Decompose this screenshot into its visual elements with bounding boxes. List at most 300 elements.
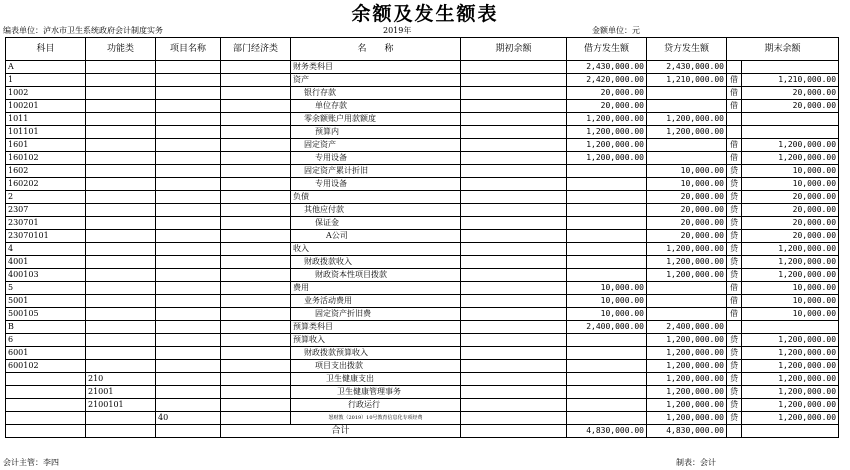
dept-econ-class	[221, 308, 291, 321]
balance-direction: 借	[727, 295, 742, 308]
table-row	[6, 386, 839, 399]
function-class	[86, 191, 156, 204]
dept-econ-class	[221, 412, 291, 425]
end-balance: 10,000.00	[742, 282, 839, 295]
account-name: 保证金	[291, 217, 461, 230]
end-balance: 1,200,000.00	[742, 139, 839, 152]
function-class	[86, 178, 156, 191]
credit-amount: 1,200,000.00	[647, 269, 727, 282]
end-balance: 20,000.00	[742, 204, 839, 217]
account-name: 财政拨款预算收入	[291, 347, 461, 360]
function-class	[86, 126, 156, 139]
account-code: 5	[6, 282, 86, 295]
function-class	[86, 334, 156, 347]
begin-balance	[461, 204, 567, 217]
account-name: 预算类科目	[291, 321, 461, 334]
account-name: 卫生健康支出	[291, 373, 461, 386]
currency-unit: 金额单位：元	[592, 26, 640, 35]
account-name: 行政运行	[291, 399, 461, 412]
project-name	[156, 321, 221, 334]
project-name	[156, 165, 221, 178]
credit-amount: 20,000.00	[647, 230, 727, 243]
project-name	[156, 399, 221, 412]
account-name: 怒财教（2019）10号教育信息化专项经费	[291, 412, 461, 425]
begin-balance	[461, 347, 567, 360]
account-name: 专用设备	[291, 178, 461, 191]
end-balance: 20,000.00	[742, 217, 839, 230]
dept-econ-class	[221, 243, 291, 256]
credit-amount: 2,430,000.00	[647, 61, 727, 74]
header-function: 功能类	[86, 38, 156, 61]
balance-direction: 借	[727, 152, 742, 165]
account-name: 费用	[291, 282, 461, 295]
debit-amount: 10,000.00	[567, 295, 647, 308]
function-class	[86, 295, 156, 308]
debit-amount	[567, 165, 647, 178]
end-balance: 10,000.00	[742, 308, 839, 321]
credit-amount: 1,200,000.00	[647, 399, 727, 412]
balance-direction: 贷	[727, 360, 742, 373]
begin-balance	[461, 308, 567, 321]
account-code: 400103	[6, 269, 86, 282]
total-begin	[461, 425, 567, 438]
credit-amount: 1,200,000.00	[647, 373, 727, 386]
end-balance: 20,000.00	[742, 191, 839, 204]
project-name	[156, 204, 221, 217]
function-class: 21001	[86, 386, 156, 399]
debit-amount	[567, 243, 647, 256]
balance-direction: 贷	[727, 269, 742, 282]
account-code: 1	[6, 74, 86, 87]
project-name	[156, 74, 221, 87]
table-row	[6, 347, 839, 360]
debit-amount	[567, 334, 647, 347]
debit-amount	[567, 399, 647, 412]
account-code: 100201	[6, 100, 86, 113]
table-row	[6, 74, 839, 87]
project-name	[156, 126, 221, 139]
dept-econ-class	[221, 217, 291, 230]
credit-amount	[647, 100, 727, 113]
balance-direction: 贷	[727, 191, 742, 204]
project-name	[156, 139, 221, 152]
end-balance	[742, 126, 839, 139]
begin-balance	[461, 230, 567, 243]
begin-balance	[461, 412, 567, 425]
begin-balance	[461, 386, 567, 399]
credit-amount: 2,400,000.00	[647, 321, 727, 334]
end-balance	[742, 61, 839, 74]
project-name	[156, 360, 221, 373]
project-name: 40	[156, 412, 221, 425]
project-name	[156, 334, 221, 347]
account-code: 4001	[6, 256, 86, 269]
account-name: 卫生健康管理事务	[291, 386, 461, 399]
table-row	[6, 61, 839, 74]
credit-amount: 1,200,000.00	[647, 360, 727, 373]
table-row	[6, 87, 839, 100]
report-title: 余额及发生额表	[351, 3, 499, 25]
balance-direction: 借	[727, 282, 742, 295]
account-name: 财务类科目	[291, 61, 461, 74]
debit-amount: 2,420,000.00	[567, 74, 647, 87]
balance-direction: 贷	[727, 243, 742, 256]
account-name: 其他应付款	[291, 204, 461, 217]
function-class	[86, 256, 156, 269]
account-name: 固定资产累计折旧	[291, 165, 461, 178]
balance-table	[5, 37, 839, 438]
credit-amount: 1,200,000.00	[647, 412, 727, 425]
function-class	[86, 269, 156, 282]
account-name: 业务活动费用	[291, 295, 461, 308]
credit-amount: 1,210,000.00	[647, 74, 727, 87]
function-class	[86, 152, 156, 165]
function-class	[86, 412, 156, 425]
credit-amount: 1,200,000.00	[647, 126, 727, 139]
report-year: 2019年	[383, 26, 412, 35]
balance-direction: 贷	[727, 256, 742, 269]
project-name	[156, 178, 221, 191]
balance-direction	[727, 113, 742, 126]
account-code	[6, 412, 86, 425]
function-class	[86, 100, 156, 113]
balance-direction: 贷	[727, 334, 742, 347]
project-name	[156, 217, 221, 230]
begin-balance	[461, 243, 567, 256]
function-class	[86, 308, 156, 321]
debit-amount	[567, 230, 647, 243]
debit-amount	[567, 360, 647, 373]
dept-econ-class	[221, 360, 291, 373]
debit-amount: 2,400,000.00	[567, 321, 647, 334]
function-class	[86, 230, 156, 243]
account-name: 资产	[291, 74, 461, 87]
table-row	[6, 295, 839, 308]
project-name	[156, 386, 221, 399]
end-balance: 1,200,000.00	[742, 347, 839, 360]
table-row	[6, 256, 839, 269]
function-class	[86, 74, 156, 87]
credit-amount	[647, 308, 727, 321]
dept-econ-class	[221, 87, 291, 100]
debit-amount: 10,000.00	[567, 282, 647, 295]
account-code: 23070101	[6, 230, 86, 243]
table-row	[6, 191, 839, 204]
account-name: 负债	[291, 191, 461, 204]
table-row	[6, 152, 839, 165]
account-code: 101101	[6, 126, 86, 139]
balance-direction: 贷	[727, 347, 742, 360]
account-name: 财政拨款收入	[291, 256, 461, 269]
dept-econ-class	[221, 139, 291, 152]
begin-balance	[461, 256, 567, 269]
credit-amount: 20,000.00	[647, 217, 727, 230]
end-balance	[742, 113, 839, 126]
project-name	[156, 269, 221, 282]
begin-balance	[461, 217, 567, 230]
account-code: 1601	[6, 139, 86, 152]
end-balance: 10,000.00	[742, 165, 839, 178]
project-name	[156, 256, 221, 269]
debit-amount	[567, 178, 647, 191]
account-name: 固定资产	[291, 139, 461, 152]
function-class: 2100101	[86, 399, 156, 412]
table-row	[6, 126, 839, 139]
total-row	[6, 425, 839, 438]
account-name: 财政资本性项目拨款	[291, 269, 461, 282]
balance-direction: 借	[727, 308, 742, 321]
begin-balance	[461, 126, 567, 139]
end-balance: 1,200,000.00	[742, 256, 839, 269]
begin-balance	[461, 269, 567, 282]
end-balance: 10,000.00	[742, 178, 839, 191]
dept-econ-class	[221, 61, 291, 74]
balance-direction	[727, 126, 742, 139]
dept-econ-class	[221, 178, 291, 191]
function-class	[86, 282, 156, 295]
account-code: 1011	[6, 113, 86, 126]
header-account: 科目	[6, 38, 86, 61]
debit-amount: 10,000.00	[567, 308, 647, 321]
end-balance: 20,000.00	[742, 230, 839, 243]
debit-amount: 1,200,000.00	[567, 126, 647, 139]
begin-balance	[461, 61, 567, 74]
end-balance: 1,200,000.00	[742, 152, 839, 165]
credit-amount	[647, 139, 727, 152]
dept-econ-class	[221, 165, 291, 178]
table-row	[6, 360, 839, 373]
debit-amount: 20,000.00	[567, 100, 647, 113]
debit-amount	[567, 386, 647, 399]
table-row	[6, 230, 839, 243]
balance-direction: 贷	[727, 217, 742, 230]
dept-econ-class	[221, 204, 291, 217]
table-row	[6, 399, 839, 412]
account-code: B	[6, 321, 86, 334]
account-code	[6, 399, 86, 412]
begin-balance	[461, 139, 567, 152]
dept-econ-class	[221, 399, 291, 412]
dept-econ-class	[221, 334, 291, 347]
account-code: 6001	[6, 347, 86, 360]
function-class: 210	[86, 373, 156, 386]
credit-amount	[647, 87, 727, 100]
project-name	[156, 373, 221, 386]
debit-amount: 1,200,000.00	[567, 152, 647, 165]
account-code: 2	[6, 191, 86, 204]
account-code: 230701	[6, 217, 86, 230]
begin-balance	[461, 178, 567, 191]
begin-balance	[461, 321, 567, 334]
table-row	[6, 165, 839, 178]
begin-balance	[461, 282, 567, 295]
balance-direction: 借	[727, 100, 742, 113]
table-row	[6, 204, 839, 217]
begin-balance	[461, 373, 567, 386]
project-name	[156, 87, 221, 100]
begin-balance	[461, 191, 567, 204]
account-name: 固定资产折旧费	[291, 308, 461, 321]
total-end	[742, 425, 839, 438]
table-row	[6, 412, 839, 425]
credit-amount: 1,200,000.00	[647, 347, 727, 360]
account-code: 500105	[6, 308, 86, 321]
function-class	[86, 360, 156, 373]
debit-amount: 1,200,000.00	[567, 113, 647, 126]
balance-direction: 借	[727, 139, 742, 152]
dept-econ-class	[221, 191, 291, 204]
account-name: 专用设备	[291, 152, 461, 165]
project-name	[156, 100, 221, 113]
project-name	[156, 308, 221, 321]
table-row	[6, 321, 839, 334]
debit-amount	[567, 191, 647, 204]
debit-amount	[567, 269, 647, 282]
function-class	[86, 87, 156, 100]
credit-amount: 1,200,000.00	[647, 334, 727, 347]
function-class	[86, 204, 156, 217]
begin-balance	[461, 152, 567, 165]
balance-direction: 贷	[727, 373, 742, 386]
function-class	[86, 139, 156, 152]
credit-amount: 1,200,000.00	[647, 256, 727, 269]
dept-econ-class	[221, 321, 291, 334]
dept-econ-class	[221, 113, 291, 126]
credit-amount: 1,200,000.00	[647, 113, 727, 126]
total-cell-code	[6, 425, 86, 438]
dept-econ-class	[221, 100, 291, 113]
credit-amount: 20,000.00	[647, 191, 727, 204]
end-balance: 20,000.00	[742, 100, 839, 113]
header-debit: 借方发生额	[567, 38, 647, 61]
account-code: 600102	[6, 360, 86, 373]
project-name	[156, 61, 221, 74]
table-row	[6, 217, 839, 230]
begin-balance	[461, 74, 567, 87]
end-balance	[742, 321, 839, 334]
debit-amount	[567, 256, 647, 269]
project-name	[156, 295, 221, 308]
dept-econ-class	[221, 126, 291, 139]
credit-amount	[647, 152, 727, 165]
table-row	[6, 243, 839, 256]
account-name: A公司	[291, 230, 461, 243]
dept-econ-class	[221, 256, 291, 269]
total-label: 合计	[221, 425, 461, 438]
table-row	[6, 308, 839, 321]
header-dept-econ: 部门经济类	[221, 38, 291, 61]
balance-direction: 贷	[727, 412, 742, 425]
account-code	[6, 373, 86, 386]
total-dir	[727, 425, 742, 438]
function-class	[86, 61, 156, 74]
account-code: A	[6, 61, 86, 74]
account-name: 预算内	[291, 126, 461, 139]
debit-amount: 1,200,000.00	[567, 139, 647, 152]
debit-amount	[567, 373, 647, 386]
balance-direction: 借	[727, 74, 742, 87]
begin-balance	[461, 100, 567, 113]
account-code	[6, 386, 86, 399]
function-class	[86, 347, 156, 360]
begin-balance	[461, 399, 567, 412]
balance-direction: 贷	[727, 399, 742, 412]
accounting-supervisor: 会计主管：李四	[3, 458, 59, 467]
end-balance: 1,200,000.00	[742, 386, 839, 399]
dept-econ-class	[221, 230, 291, 243]
dept-econ-class	[221, 74, 291, 87]
table-row	[6, 113, 839, 126]
table-body	[6, 61, 839, 425]
end-balance: 1,200,000.00	[742, 243, 839, 256]
balance-direction: 贷	[727, 165, 742, 178]
account-code: 5001	[6, 295, 86, 308]
begin-balance	[461, 360, 567, 373]
project-name	[156, 191, 221, 204]
credit-amount: 10,000.00	[647, 165, 727, 178]
table-row	[6, 100, 839, 113]
balance-direction: 贷	[727, 204, 742, 217]
function-class	[86, 243, 156, 256]
account-name: 项目支出拨款	[291, 360, 461, 373]
debit-amount: 20,000.00	[567, 87, 647, 100]
balance-direction	[727, 61, 742, 74]
function-class	[86, 113, 156, 126]
debit-amount	[567, 347, 647, 360]
dept-econ-class	[221, 347, 291, 360]
end-balance: 1,210,000.00	[742, 74, 839, 87]
dept-econ-class	[221, 373, 291, 386]
table-row	[6, 139, 839, 152]
account-name: 单位存款	[291, 100, 461, 113]
credit-amount	[647, 282, 727, 295]
balance-direction: 贷	[727, 230, 742, 243]
dept-econ-class	[221, 386, 291, 399]
end-balance: 1,200,000.00	[742, 334, 839, 347]
dept-econ-class	[221, 295, 291, 308]
balance-direction: 贷	[727, 386, 742, 399]
account-code: 1002	[6, 87, 86, 100]
credit-amount: 20,000.00	[647, 204, 727, 217]
header-begin-balance: 期初余额	[461, 38, 567, 61]
prepared-by: 制表：会计	[676, 458, 716, 467]
table-row	[6, 269, 839, 282]
account-name: 预算收入	[291, 334, 461, 347]
header-name: 名 称	[291, 38, 461, 61]
begin-balance	[461, 334, 567, 347]
credit-amount: 10,000.00	[647, 178, 727, 191]
balance-direction: 借	[727, 87, 742, 100]
credit-amount	[647, 295, 727, 308]
debit-amount	[567, 204, 647, 217]
account-code: 2307	[6, 204, 86, 217]
account-code: 160202	[6, 178, 86, 191]
account-name: 银行存款	[291, 87, 461, 100]
total-debit: 4,830,000.00	[567, 425, 647, 438]
balance-direction: 贷	[727, 178, 742, 191]
project-name	[156, 230, 221, 243]
dept-econ-class	[221, 152, 291, 165]
account-code: 4	[6, 243, 86, 256]
account-code: 160102	[6, 152, 86, 165]
end-balance: 20,000.00	[742, 87, 839, 100]
account-code: 6	[6, 334, 86, 347]
end-balance: 1,200,000.00	[742, 373, 839, 386]
project-name	[156, 113, 221, 126]
reporting-unit: 编表单位：泸水市卫生系统政府会计制度实务	[3, 26, 163, 35]
end-balance: 1,200,000.00	[742, 399, 839, 412]
debit-amount	[567, 217, 647, 230]
